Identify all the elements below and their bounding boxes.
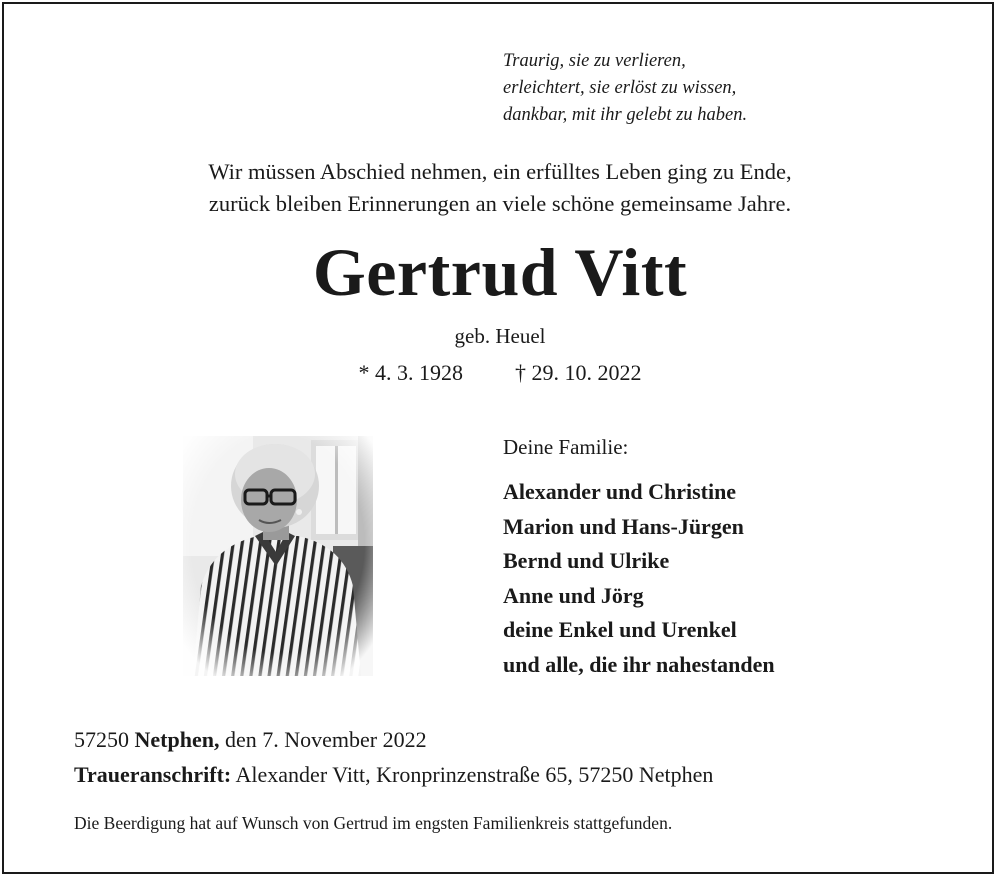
life-dates [0, 358, 1000, 388]
family-member: Anne und Jörg [503, 582, 644, 608]
portrait-photo [183, 436, 373, 676]
family-list [503, 475, 775, 682]
place-and-date [74, 724, 427, 756]
birth-date: * 4. 3. 1928 [358, 360, 463, 385]
family-member: Bernd und Ulrike [503, 548, 670, 573]
mourning-address [74, 759, 713, 791]
intro-text [0, 156, 1000, 220]
poem-line: dankbar, mit ihr gelebt zu haben. [503, 105, 748, 125]
intro-line: zurück bleiben Erinnerungen an viele schöne gemeinsame Jahre. [208, 191, 792, 216]
family-member: Alexander und Christine [503, 479, 737, 504]
poem-line: erleichtert, sie erlöst zu wissen, [503, 78, 737, 98]
postcode: 57250 [74, 727, 129, 752]
poem-line: Traurig, sie zu verlieren, [503, 51, 686, 71]
death-date: † 29. 10. 2022 [515, 360, 642, 385]
family-member: deine Enkel und Urenkel [503, 617, 737, 642]
town: Netphen, [134, 727, 220, 752]
deceased-name: Gertrud Vitt [312, 234, 688, 310]
birth-name: geb. Heuel [454, 324, 546, 348]
funeral-note: Die Beerdigung hat auf Wunsch von Gertrud im engsten Familienkreis stattgefunden. [74, 813, 673, 833]
intro-line: Wir müssen Abschied nehmen, ein erfülltes Leben ging zu Ende, [208, 159, 792, 184]
family-member: Marion und Hans-Jürgen [503, 513, 744, 539]
family-member: und alle, die ihr nahestanden [503, 651, 775, 677]
address-label: Traueranschrift: [74, 762, 232, 787]
family-label: Deine Familie: [503, 435, 629, 459]
poem [503, 48, 747, 129]
notice-date: den 7. November 2022 [224, 727, 427, 752]
address-value: Alexander Vitt, Kronprinzenstraße 65, 57250 Netphen [235, 762, 714, 787]
